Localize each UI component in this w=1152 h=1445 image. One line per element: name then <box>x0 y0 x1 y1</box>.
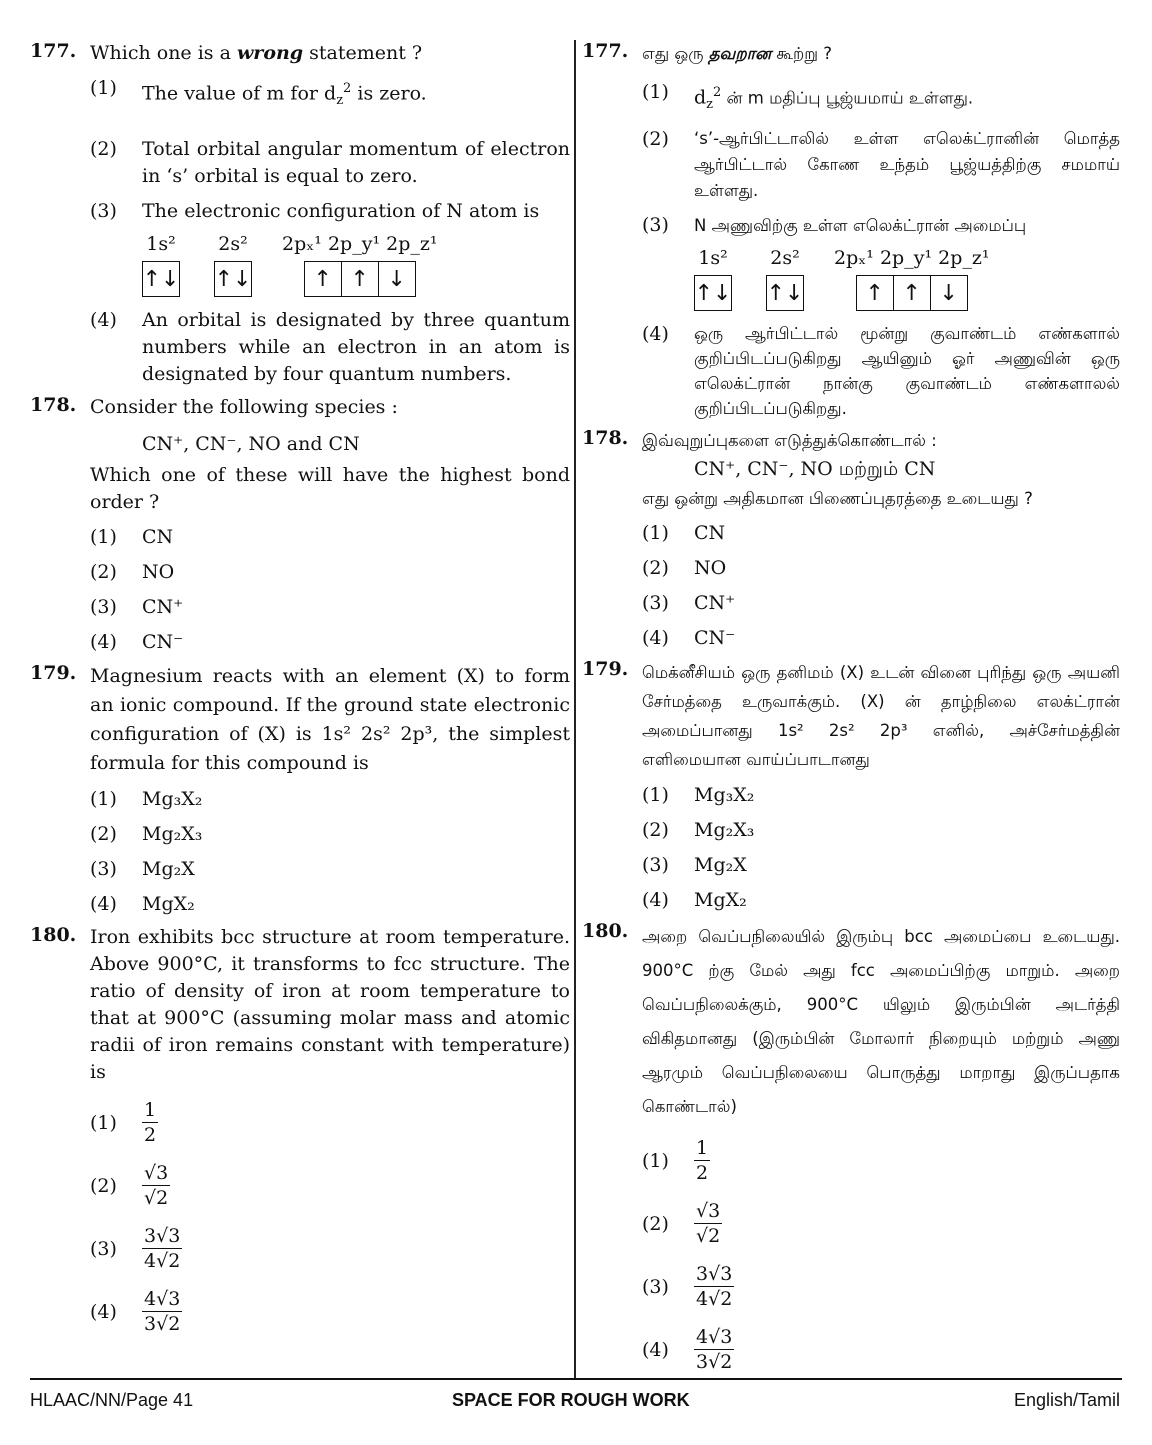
page-code: HLAAC/NN/Page 41 <box>30 1390 194 1410</box>
option-4: (4) $\frac{4√3}{3√2}$ <box>90 1288 181 1336</box>
orbital-box-2pz: ↓ <box>378 262 415 296</box>
question-180-ta <box>582 920 1120 1374</box>
orbital-box-2px: ↑ <box>313 266 332 292</box>
orbital-label-2s: 2s² <box>770 247 800 270</box>
english-column <box>30 40 570 1342</box>
question-stem: Which one is a wrong statement ? <box>90 42 423 64</box>
option-2: (2) NO <box>90 561 175 584</box>
question-179-en <box>30 662 570 918</box>
question-stem: இவ்வுறுப்புகளை எடுத்துக்கொண்டால் : <box>642 431 937 451</box>
question-number: 179. <box>30 662 77 685</box>
option-2: (2) NO <box>642 557 727 580</box>
orbital-box-2py: ↑ <box>893 276 930 310</box>
question-stem: எது ஒரு தவறான கூற்று ? <box>642 44 833 63</box>
question-text: Which one of these will have the highest bond order ? <box>90 464 570 514</box>
option-3: (3) $\frac{3√3}{4√2}$ <box>642 1263 733 1311</box>
question-text: எது ஒன்று அதிகமான பிணைப்புதரத்தை உடையது ? <box>642 489 1033 509</box>
option-4: (4) CN⁻ <box>642 627 736 650</box>
option-2: (2) Mg₂X₃ <box>90 823 203 846</box>
option-4: (4) $\frac{4√3}{3√2}$ <box>642 1326 733 1374</box>
option-3: (3) CN⁺ <box>90 596 184 619</box>
rough-work-label: SPACE FOR ROUGH WORK <box>452 1390 690 1410</box>
orbital-box-1s: ↑↓ <box>142 266 180 292</box>
option-2: (2) Total orbital angular momentum of electron in ‘s’ orbital is equal to zero. <box>90 138 570 188</box>
option-1: (1) CN <box>642 522 726 545</box>
question-number: 178. <box>582 427 629 450</box>
question-stem: Iron exhibits bcc structure at room temperature. Above 900°C, it transforms to fcc structure. The ratio of density of iron at room temperature to that at 900°C (assuming molar mass and atomic radii of iron remains constant with temperature) is <box>90 926 570 1084</box>
question-180-en <box>30 924 570 1336</box>
option-3: (3) CN⁺ <box>642 592 736 615</box>
option-1: (1) $\frac{1}{2}$ <box>642 1137 709 1185</box>
option-3: (3) Mg₂X <box>642 854 747 877</box>
footer-rule <box>30 1378 1122 1380</box>
orbital-box-2s: ↑↓ <box>766 280 804 306</box>
option-4: (4) An orbital is designated by three quantum numbers while an electron in an atom is designated by four quantum numbers. <box>90 309 570 386</box>
orbital-label-2p: 2pₓ¹ 2p_y¹ 2p_z¹ <box>282 233 438 256</box>
question-number: 178. <box>30 394 77 417</box>
tamil-column <box>582 40 1120 1380</box>
option-4: (4) CN⁻ <box>90 631 184 654</box>
orbital-label-2p: 2pₓ¹ 2p_y¹ 2p_z¹ <box>834 247 990 270</box>
option-1: (1) Mg₃X₂ <box>642 784 755 807</box>
question-number: 180. <box>30 924 77 947</box>
question-stem: அறை வெப்பநிலையில் இரும்பு bcc அமைப்பை உடையது. 900°C ற்கு மேல் அது fcc அமைப்பிற்கு மாறும். அறை வெப்பநிலைக்கும், 900°C யிலும் இரும்பின் அடர்த்தி விகிதமானது (இரும்பின் மோலார் நிறையும் மற்றும் அணு ஆரமும் வெப்பநிலையை பொருத்து மாறாது இருப்பதாக கொண்டால்) <box>642 927 1120 1117</box>
orbital-diagram <box>142 231 570 297</box>
orbital-diagram <box>694 245 1120 311</box>
orbital-label-2s: 2s² <box>218 233 248 256</box>
option-1: (1) CN <box>90 526 174 549</box>
orbital-box-2pz: ↓ <box>930 276 967 310</box>
question-number: 177. <box>582 40 629 62</box>
option-2: (2) ‘s’-ஆர்பிட்டாலில் உள்ள எலெக்ட்ரானின் மொத்த ஆர்பிட்டால் கோண உந்தம் பூஜ்யத்திற்கு சமமாய் உள்ளது. <box>642 128 1120 201</box>
orbital-label-1s: 1s² <box>698 247 728 270</box>
question-stem: Magnesium reacts with an element (X) to form an ionic compound. If the ground state electronic configuration of (X) is 1s² 2s² 2p³, the simplest formula for this compound is <box>90 665 570 775</box>
language-label: English/Tamil <box>1013 1390 1120 1410</box>
question-number: 180. <box>582 920 629 943</box>
question-stem: மெக்னீசியம் ஒரு தனிமம் (X) உடன் வினை புரிந்து ஒரு அயனி சேர்மத்தை உருவாக்கும். (X) ன் தாழ்நிலை எலக்ட்ரான் அமைப்பானது 1s² 2s² 2p³ எனில், அச்சேர்மத்தின் எளிமையான வாய்ப்பாடானது <box>642 663 1120 770</box>
question-179-ta <box>582 658 1120 914</box>
question-stem: Consider the following species : <box>90 396 398 419</box>
option-3: (3) $\frac{3√3}{4√2}$ <box>90 1225 181 1273</box>
option-3: (3) The electronic configuration of N atom is <box>90 200 540 223</box>
option-3: (3) Mg₂X <box>90 858 195 881</box>
orbital-box-2px: ↑ <box>865 280 884 306</box>
species-list: CN⁺, CN⁻, NO மற்றும் CN <box>694 458 936 481</box>
option-1: (1) The value of m for $d_z^2$ is zero. <box>90 77 427 109</box>
question-number: 179. <box>582 658 629 681</box>
option-4: (4) MgX₂ <box>642 889 747 912</box>
question-number: 177. <box>30 40 77 62</box>
species-list: CN⁺, CN⁻, NO and CN <box>142 433 360 456</box>
orbital-box-2py: ↑ <box>341 262 378 296</box>
option-4: (4) MgX₂ <box>90 893 195 916</box>
option-2: (2) $\frac{√3}{√2}$ <box>642 1200 721 1248</box>
option-1: (1) $d_z^2$ ன் m மதிப்பு பூஜ்யமாய் உள்ளது. <box>642 81 974 113</box>
option-4: (4) ஒரு ஆர்பிட்டால் மூன்று குவாண்டம் எண்களால் குறிப்பிடப்படுகிறது ஆயினும் ஓர் அணுவின் ஒரு எலெக்ட்ரான் நான்கு குவாண்டம் எண்களாலல் குறிப்பிடப்படுகிறது. <box>642 323 1120 419</box>
question-178-en <box>30 394 570 656</box>
option-2: (2) Mg₂X₃ <box>642 819 755 842</box>
option-3: (3) N அணுவிற்கு உள்ள எலெக்ட்ரான் அமைப்பு <box>642 214 1027 237</box>
orbital-box-2s: ↑↓ <box>214 266 252 292</box>
option-2: (2) $\frac{√3}{√2}$ <box>90 1162 169 1210</box>
orbital-label-1s: 1s² <box>146 233 176 256</box>
question-178-ta <box>582 427 1120 652</box>
question-177-ta <box>582 40 1120 421</box>
orbital-box-1s: ↑↓ <box>694 280 732 306</box>
option-1: (1) Mg₃X₂ <box>90 788 203 811</box>
question-177-en <box>30 40 570 388</box>
option-1: (1) $\frac{1}{2}$ <box>90 1099 157 1147</box>
column-divider <box>574 40 576 1378</box>
